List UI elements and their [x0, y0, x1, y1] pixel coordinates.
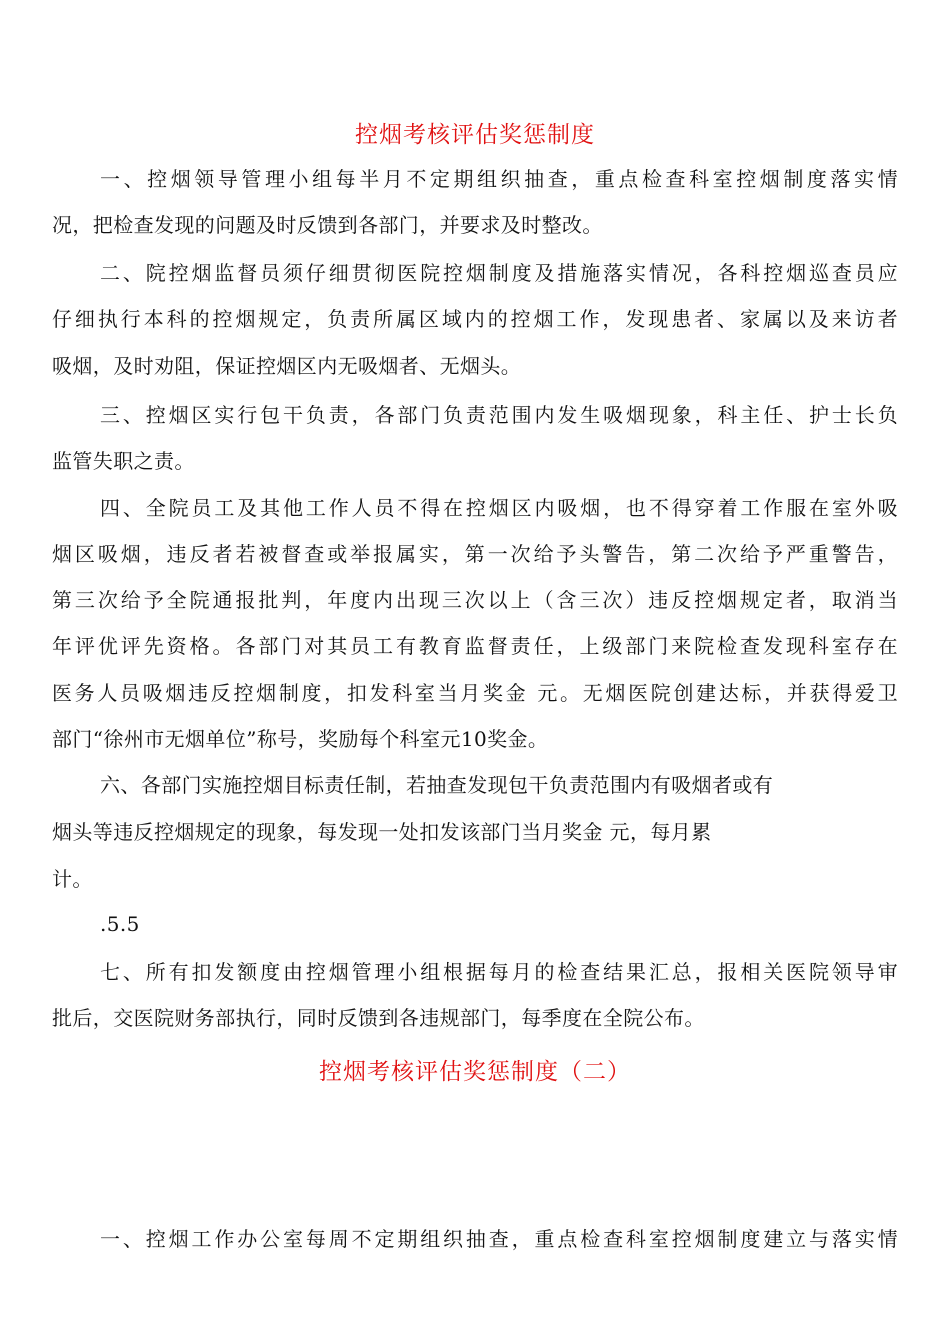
paragraph-line: 医务人员吸烟违反控烟制度，扣发科室当月奖金 元。无烟医院创建达标，并获得爱卫 — [52, 681, 898, 705]
paragraph-line: 一、控烟领导管理小组每半月不定期组织抽查，重点检查科室控烟制度落实情 — [100, 167, 898, 191]
paragraph-line: 第三次给予全院通报批判，年度内出现三次以上（含三次）违反控烟规定者，取消当 — [52, 588, 898, 612]
paragraph-line: 六、各部门实施控烟目标责任制，若抽查发现包干负责范围内有吸烟者或有 — [100, 773, 774, 797]
paragraph-line: 监管失职之责。 — [52, 449, 195, 473]
document-title: 控烟考核评估奖惩制度 — [355, 122, 595, 148]
paragraph-line: 批后，交医院财务部执行，同时反馈到各违规部门，每季度在全院公布。 — [52, 1006, 705, 1030]
paragraph-line: 仔细执行本科的控烟规定，负责所属区域内的控烟工作，发现患者、家属以及来访者 — [52, 307, 898, 331]
paragraph-line: 三、控烟区实行包干负责，各部门负责范围内发生吸烟现象，科主任、护士长负 — [100, 403, 898, 427]
paragraph-line: 吸烟，及时劝阻，保证控烟区内无吸烟者、无烟头。 — [52, 354, 522, 378]
paragraph-line: 七、所有扣发额度由控烟管理小组根据每月的检查结果汇总，报相关医院领导审 — [100, 960, 898, 984]
paragraph-line: 况，把检查发现的问题及时反馈到各部门，并要求及时整改。 — [52, 213, 603, 237]
paragraph-line: 计。 — [52, 867, 93, 891]
paragraph-line: 烟头等违反控烟规定的现象，每发现一处扣发该部门当月奖金 元，每月累 — [52, 820, 712, 844]
paragraph-line: 烟区吸烟，违反者若被督查或举报属实，第一次给予头警告，第二次给予严重警告， — [52, 542, 898, 566]
paragraph-line: 部门“徐州市无烟单位”称号，奖励每个科室元10奖金。 — [52, 727, 549, 751]
paragraph-line: 一、控烟工作办公室每周不定期组织抽查，重点检查科室控烟制度建立与落实情 — [100, 1227, 898, 1251]
paragraph-line: 二、院控烟监督员须仔细贯彻医院控烟制度及措施落实情况，各科控烟巡查员应 — [100, 261, 898, 285]
paragraph-line: 年评优评先资格。各部门对其员工有教育监督责任，上级部门来院检查发现科室存在 — [52, 634, 898, 658]
date-fragment: .5.5 — [100, 912, 140, 936]
document-title-2: 控烟考核评估奖惩制度（二） — [319, 1059, 631, 1085]
paragraph-line: 四、全院员工及其他工作人员不得在控烟区内吸烟，也不得穿着工作服在室外吸 — [100, 496, 898, 520]
